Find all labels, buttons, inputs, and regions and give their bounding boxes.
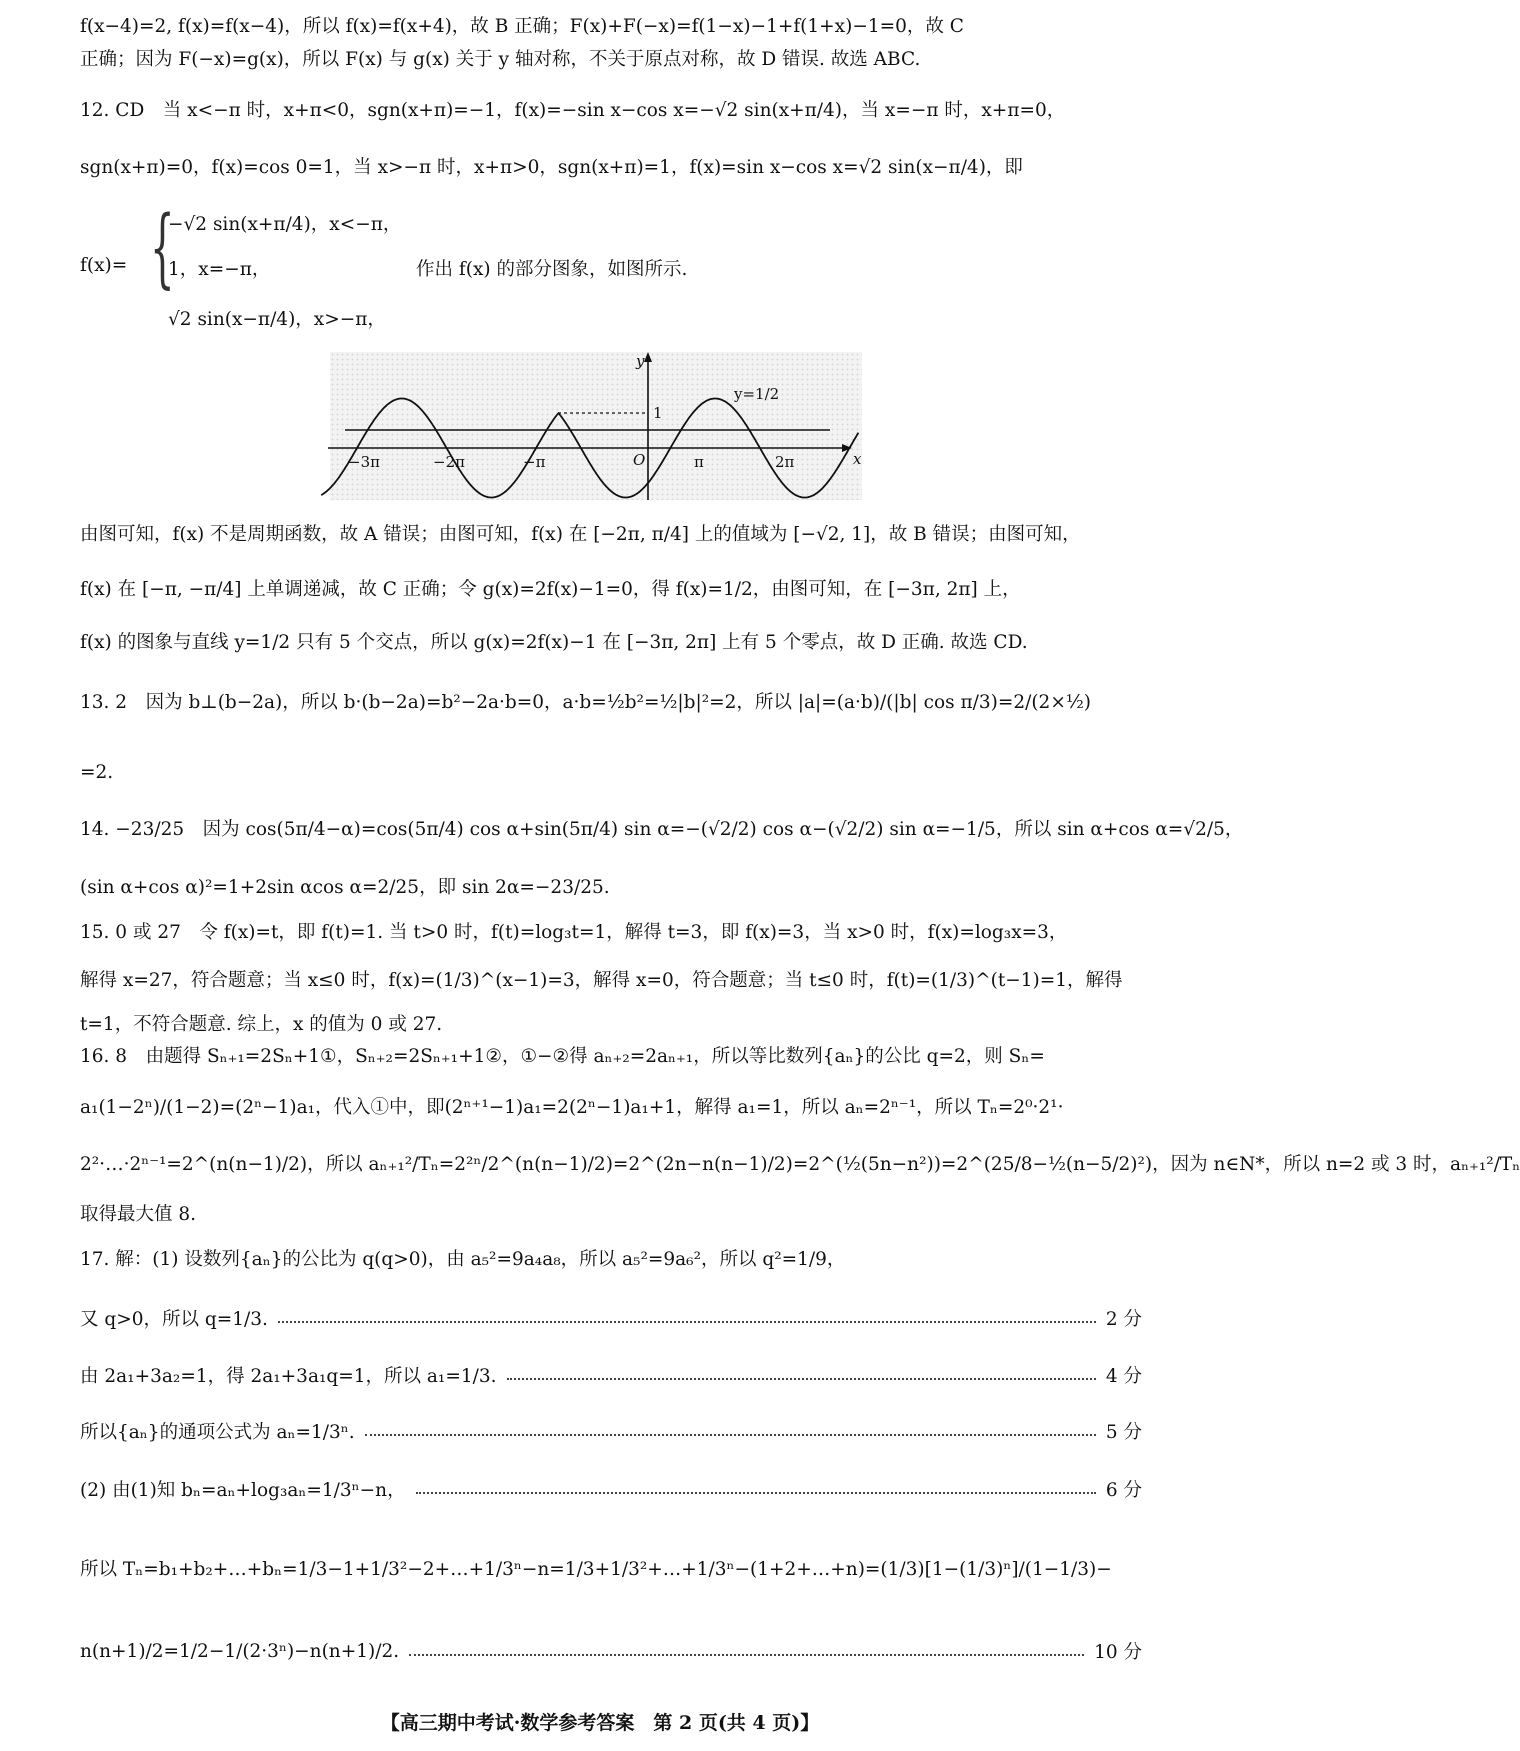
q17-answer: 17. 解：(1) 设数列{aₙ}的公比为 q(q>0)，由 a₅²=9a₄a₈，所以 a₅²=9a₆²，所以 q²=1/9， <box>80 1249 846 1270</box>
piecewise-case: −√2 sin(x+π/4)，x<−π， <box>168 214 402 235</box>
text-line: 由图可知，f(x) 不是周期函数，故 A 错误；由图可知，f(x) 在 [−2π, π/4] 上的值域为 [−√2, 1]，故 B 错误；由图可知， <box>80 524 1081 545</box>
text-line: 取得最大值 8. <box>80 1204 197 1225</box>
text-line: (sin α+cos α)²=1+2sin αcos α=2/25，即 sin 2α=−23/25. <box>80 877 610 898</box>
brace-symbol: { <box>150 198 175 298</box>
origin-label: O <box>633 451 646 469</box>
piecewise-label: f(x)= <box>80 255 128 276</box>
step-text: 又 q>0，所以 q=1/3. <box>80 1309 268 1330</box>
text-line: 正确；因为 F(−x)=g(x)，所以 F(x) 与 g(x) 关于 y 轴对称，不关于原点对称，故 D 错误. 故选 ABC. <box>80 49 921 70</box>
text-line: 2²·…·2ⁿ⁻¹=2^(n(n−1)/2)，所以 aₙ₊₁²/Tₙ=2²ⁿ/2^(n(n−1)/2)=2^(2n−n(n−1)/2)=2^(½(5n−n²))=2^(25/8−½(n−5/2)²)，因为 n∈N*，所以 n=2 或 3 时，aₙ₊₁²/Tₙ <box>80 1154 1520 1175</box>
x-tick-label: −π <box>523 453 546 471</box>
dot-leader <box>365 1434 1096 1436</box>
scored-step <box>80 1418 1142 1444</box>
y-axis-arrow <box>644 352 652 362</box>
scored-step <box>80 1362 1142 1388</box>
step-text: n(n+1)/2=1/2−1/(2·3ⁿ)−n(n+1)/2. <box>80 1640 400 1662</box>
x-tick-label: −2π <box>433 453 465 471</box>
x-tick-label: π <box>694 453 704 471</box>
scored-step <box>80 1305 1142 1331</box>
step-points: 4 分 <box>1105 1366 1142 1387</box>
text-line: 所以 Tₙ=b₁+b₂+…+bₙ=1/3−1+1/3²−2+…+1/3ⁿ−n=1/3+1/3²+…+1/3ⁿ−(1+2+…+n)=(1/3)[1−(1/3)ⁿ]/(1−1/3)− <box>80 1559 1112 1580</box>
dot-leader <box>416 1492 1096 1494</box>
q16-answer: 16. 8 由题得 Sₙ₊₁=2Sₙ+1①，Sₙ₊₂=2Sₙ₊₁+1②，①−②得 aₙ₊₂=2aₙ₊₁，所以等比数列{aₙ}的公比 q=2，则 Sₙ= <box>80 1046 1045 1067</box>
step-points: 6 分 <box>1105 1480 1142 1501</box>
scored-step <box>80 1476 1142 1502</box>
graph-svg <box>330 352 862 500</box>
y-axis-label: y <box>636 352 645 370</box>
text-line: 解得 x=27，符合题意；当 x≤0 时，f(x)=(1/3)^(x−1)=3，解得 x=0，符合题意；当 t≤0 时，f(t)=(1/3)^(t−1)=1，解得 <box>80 970 1123 991</box>
q15-answer: 15. 0 或 27 令 f(x)=t，即 f(t)=1. 当 t>0 时，f(t)=log₃t=1，解得 t=3，即 f(x)=3，当 x>0 时，f(x)=log₃x=3， <box>80 922 1068 943</box>
text-line: t=1，不符合题意. 综上，x 的值为 0 或 27. <box>80 1014 443 1035</box>
text-line: sgn(x+π)=0，f(x)=cos 0=1，当 x>−π 时，x+π>0，sgn(x+π)=1，f(x)=sin x−cos x=√2 sin(x−π/4)，即 <box>80 157 1023 178</box>
text-line: a₁(1−2ⁿ)/(1−2)=(2ⁿ−1)a₁，代入①中，即(2ⁿ⁺¹−1)a₁=2(2ⁿ−1)a₁+1，解得 a₁=1，所以 aₙ=2ⁿ⁻¹，所以 Tₙ=2⁰·2¹· <box>80 1097 1064 1118</box>
q12-answer: 12. CD 当 x<−π 时，x+π<0，sgn(x+π)=−1，f(x)=−sin x−cos x=−√2 sin(x+π/4)，当 x=−π 时，x+π=0， <box>80 100 1066 121</box>
q13-answer: 13. 2 因为 b⊥(b−2a)，所以 b·(b−2a)=b²−2a·b=0，a·b=½b²=½|b|²=2，所以 |a|=(a·b)/(|b| cos π/3)=2/(2×½) <box>80 692 1091 713</box>
piecewise-case: 1，x=−π， <box>168 259 271 280</box>
x-tick-label: 2π <box>775 453 795 471</box>
graph-note: 作出 f(x) 的部分图象，如图所示. <box>416 259 688 280</box>
value-label-one: 1 <box>653 404 663 422</box>
q14-answer: 14. −23/25 因为 cos(5π/4−α)=cos(5π/4) cos α+sin(5π/4) sin α=−(√2/2) cos α−(√2/2) sin α=−1/5，所以 sin α+cos α=√2/5， <box>80 819 1244 840</box>
function-graph <box>330 352 862 500</box>
step-points: 2 分 <box>1105 1309 1142 1330</box>
scored-step <box>80 1638 1142 1664</box>
step-text: 所以{aₙ}的通项公式为 aₙ=1/3ⁿ. <box>80 1422 355 1443</box>
text-line: f(x) 的图象与直线 y=1/2 只有 5 个交点，所以 g(x)=2f(x)−1 在 [−3π, 2π] 上有 5 个零点，故 D 正确. 故选 CD. <box>80 632 1028 653</box>
dot-leader <box>507 1378 1096 1380</box>
half-line-label: y=1/2 <box>734 385 780 403</box>
step-text: (2) 由(1)知 bₙ=aₙ+log₃aₙ=1/3ⁿ−n， <box>80 1480 406 1501</box>
x-tick-label: −3π <box>348 453 380 471</box>
step-text: 由 2a₁+3a₂=1，得 2a₁+3a₁q=1，所以 a₁=1/3. <box>80 1366 497 1387</box>
dot-leader <box>409 1654 1084 1656</box>
step-points: 5 分 <box>1105 1422 1142 1443</box>
text-line: =2. <box>80 762 114 783</box>
text-line: f(x−4)=2, f(x)=f(x−4)，所以 f(x)=f(x+4)，故 B 正确；F(x)+F(−x)=f(1−x)−1+f(1+x)−1=0，故 C <box>80 16 964 37</box>
piecewise-case: √2 sin(x−π/4)，x>−π， <box>168 309 386 330</box>
step-points: 10 分 <box>1094 1642 1142 1663</box>
text-line: f(x) 在 [−π, −π/4] 上单调递减，故 C 正确；令 g(x)=2f(x)−1=0，得 f(x)=1/2，由图可知，在 [−3π, 2π] 上， <box>80 579 1021 600</box>
dot-leader <box>278 1321 1096 1323</box>
x-axis-label: x <box>853 450 862 468</box>
page-footer: 【高三期中考试·数学参考答案 第 2 页(共 4 页)】 <box>380 1712 820 1734</box>
